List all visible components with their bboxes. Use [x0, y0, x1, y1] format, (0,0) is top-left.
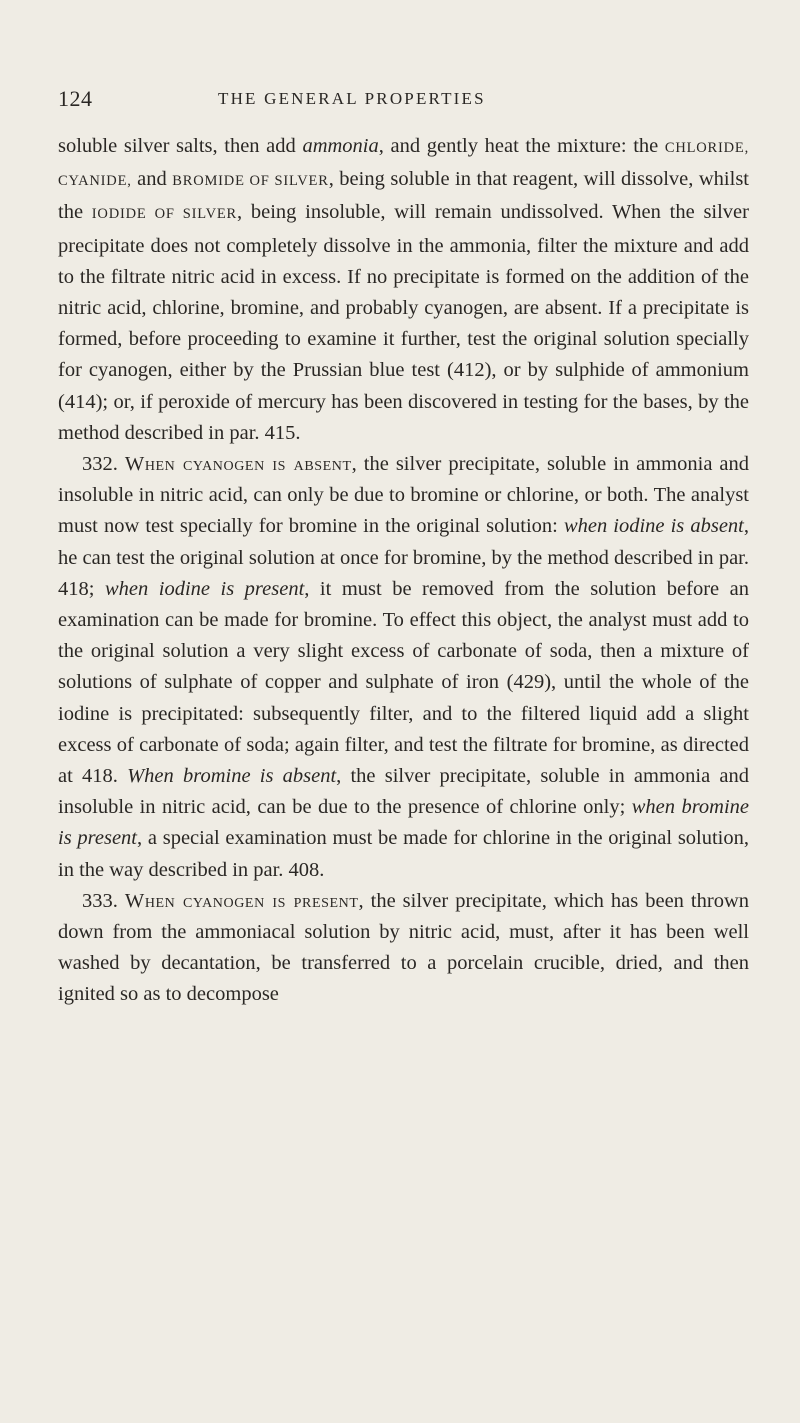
italic-phrase: When bromine is absent: [127, 765, 337, 788]
paragraph-332: [58, 449, 749, 886]
italic-phrase: ammonia: [302, 135, 379, 157]
small-caps-term: IODIDE OF SILVER: [91, 206, 237, 223]
small-caps-heading: When cyanogen is present: [124, 889, 359, 912]
text-run: 332.: [82, 453, 125, 476]
paragraph-continued: [58, 131, 749, 449]
small-caps-term: BROMIDE OF SILVER: [172, 173, 329, 190]
text-run: , and gently heat the mixture: the: [378, 135, 665, 157]
text-run: , the silver precipitate, soluble in ammonia and insoluble in nitric acid, can be due to the presence of chlorine only;: [58, 765, 750, 819]
text-run: , being insoluble, will remain undissolved. When the silver precipitate does not completely dissolve in the ammonia, filter the mixture and add to the filtrate nitric acid in excess. If no precipitate is formed on the addition of the nitric acid, chlorine, bromine, and probably cyanogen, are absent. If a precipitate is formed, before proceeding to examine it further, test the original solution specially for cyanogen, either by the Prussian blue test (412), or by sulphide of ammonium (414); or, if peroxide of mercury has been discovered in testing for the bases, by the method described in par. 415.: [58, 201, 749, 444]
body-text: [58, 131, 749, 1011]
page-header: [58, 86, 748, 116]
text-run: , it must be removed from the solution before an examination can be made for bromine. To effect this object, the analyst must add to the original solution a very slight excess of carbonate of soda, then a mixture of solutions of sulphate of copper and sulphate of iron (429), until the whole of the iodine is precipitated: subsequently filter, and to the filtered liquid add a slight excess of carbonate of soda; again filter, and test the filtrate for bromine, as directed at 418.: [58, 577, 749, 788]
text-run: , he can test the original solution at once for bromine, by the method described in par. 418;: [58, 515, 749, 600]
text-run: , the silver precipitate, soluble in ammonia and insoluble in nitric acid, can only be due to bromine or chlorine, or both. The analyst must now test specially for bromine in the original solution:: [58, 453, 750, 538]
text-run: and: [131, 168, 173, 191]
italic-phrase: when iodine is present: [104, 577, 305, 600]
text-run: , being soluble in that reagent, will dissolve, whilst the: [58, 168, 749, 224]
text-run: soluble silver salts, then add: [58, 135, 303, 157]
small-caps-heading: When cyanogen is absent: [124, 453, 352, 476]
paragraph-333: [58, 886, 749, 1011]
running-head: THE GENERAL PROPERTIES: [218, 89, 486, 108]
text-run: 333.: [82, 889, 125, 912]
text-run: , the silver precipitate, which has been thrown down from the ammoniacal solution by nitric acid, must, after it has been well washed by decantation, be transferred to a porcelain crucible, dried, and then ignited so as to decompose: [58, 889, 749, 1006]
page-number: 124: [58, 86, 93, 111]
small-caps-term: CHLORIDE, CYANIDE,: [58, 140, 750, 190]
italic-phrase: when iodine is absent: [563, 515, 744, 538]
italic-phrase: when bromine is present: [58, 796, 750, 850]
text-run: , a special examination must be made for chlorine in the original solution, in the way described in par. 408.: [58, 827, 750, 881]
